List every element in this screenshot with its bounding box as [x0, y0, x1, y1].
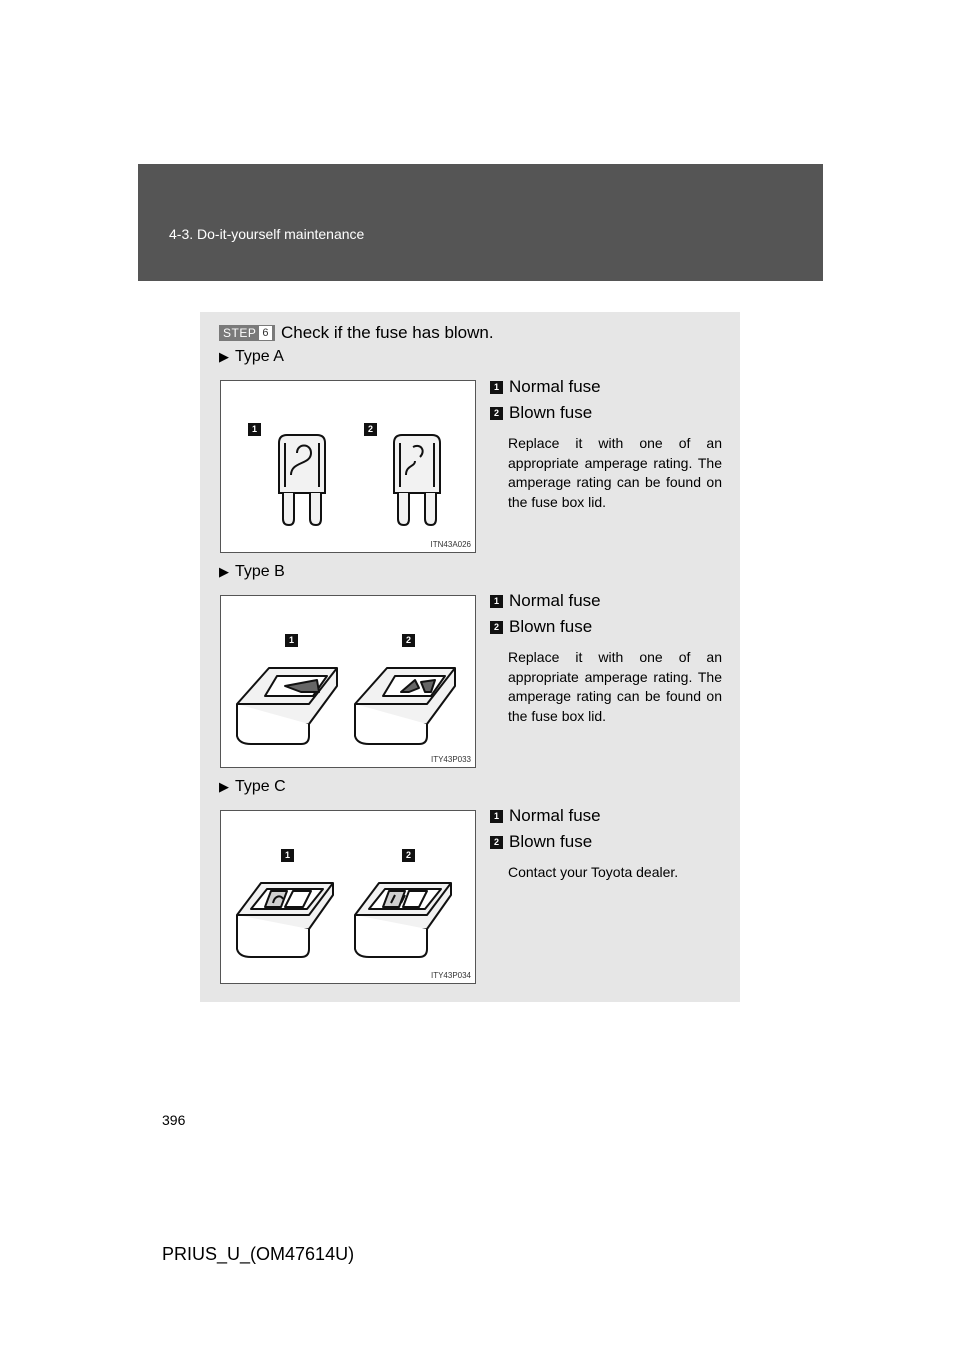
legend-label: Blown fuse: [509, 403, 593, 422]
content-panel: [200, 312, 740, 1002]
legend-item-normal: [490, 588, 722, 614]
type-b-note: Replace it with one of an appropriate amperage rating. The amperage rating can be found on the fuse box lid.: [508, 649, 722, 724]
figure-code: ITN43A026: [430, 540, 471, 549]
legend-label: Normal fuse: [509, 806, 601, 825]
type-a-label: Type A: [235, 348, 284, 365]
figure-marker-1: 1: [248, 423, 261, 436]
type-b-legend: [490, 588, 722, 726]
normal-blade-fuse-leg-left: [283, 493, 294, 525]
legend-item-blown: [490, 614, 722, 640]
blade-fuse-illustration: [221, 381, 475, 552]
figure-marker-1: 1: [281, 849, 294, 862]
type-b-figure: [220, 595, 476, 768]
type-c-figure: [220, 810, 476, 984]
legend-item-blown: [490, 829, 722, 855]
type-c-label: Type C: [235, 778, 286, 795]
triangle-right-icon: ▶: [219, 564, 229, 579]
high-current-fuse-illustration: [221, 811, 475, 983]
legend-item-normal: [490, 803, 722, 829]
page-number: 396: [162, 1112, 186, 1128]
legend-item-blown: [490, 400, 722, 426]
step-badge: [219, 325, 275, 341]
figure-code: ITY43P034: [430, 971, 471, 980]
type-a-note: Replace it with one of an appropriate amperage rating. The amperage rating can be found on the fuse box lid.: [508, 435, 722, 510]
type-a-heading: [219, 348, 284, 366]
type-b-heading: [219, 563, 285, 581]
legend-marker-1: 1: [490, 810, 503, 823]
type-b-label: Type B: [235, 563, 285, 580]
figure-marker-1: 1: [285, 634, 298, 647]
step-text: Check if the fuse has blown.: [280, 323, 494, 342]
legend-item-normal: [490, 374, 722, 400]
legend-marker-1: 1: [490, 381, 503, 394]
header-band: [138, 164, 823, 281]
blown-blade-fuse-leg-right: [425, 493, 436, 525]
triangle-right-icon: ▶: [219, 349, 229, 364]
figure-marker-2: 2: [364, 423, 377, 436]
legend-marker-2: 2: [490, 836, 503, 849]
figure-code: ITY43P033: [430, 755, 471, 764]
model-code: PRIUS_U_(OM47614U): [162, 1244, 355, 1264]
type-a-legend: [490, 374, 722, 512]
type-c-heading: [219, 778, 286, 796]
legend-marker-1: 1: [490, 595, 503, 608]
blown-blade-fuse-leg-left: [398, 493, 409, 525]
section-title: 4-3. Do-it-yourself maintenance: [169, 226, 365, 242]
legend-marker-2: 2: [490, 621, 503, 634]
figure-marker-2: 2: [402, 634, 415, 647]
step-number: 6: [259, 326, 272, 340]
step-badge-label: STEP: [223, 326, 257, 340]
legend-label: Blown fuse: [509, 617, 593, 636]
type-c-note: Contact your Toyota dealer.: [508, 864, 679, 880]
normal-blade-fuse-leg-right: [310, 493, 321, 525]
type-a-figure: [220, 380, 476, 553]
triangle-right-icon: ▶: [219, 779, 229, 794]
cartridge-fuse-illustration: [221, 596, 475, 767]
type-c-legend: [490, 803, 722, 883]
figure-marker-2: 2: [402, 849, 415, 862]
step-row: [219, 323, 494, 343]
legend-label: Blown fuse: [509, 832, 593, 851]
legend-label: Normal fuse: [509, 377, 601, 396]
legend-marker-2: 2: [490, 407, 503, 420]
legend-label: Normal fuse: [509, 591, 601, 610]
